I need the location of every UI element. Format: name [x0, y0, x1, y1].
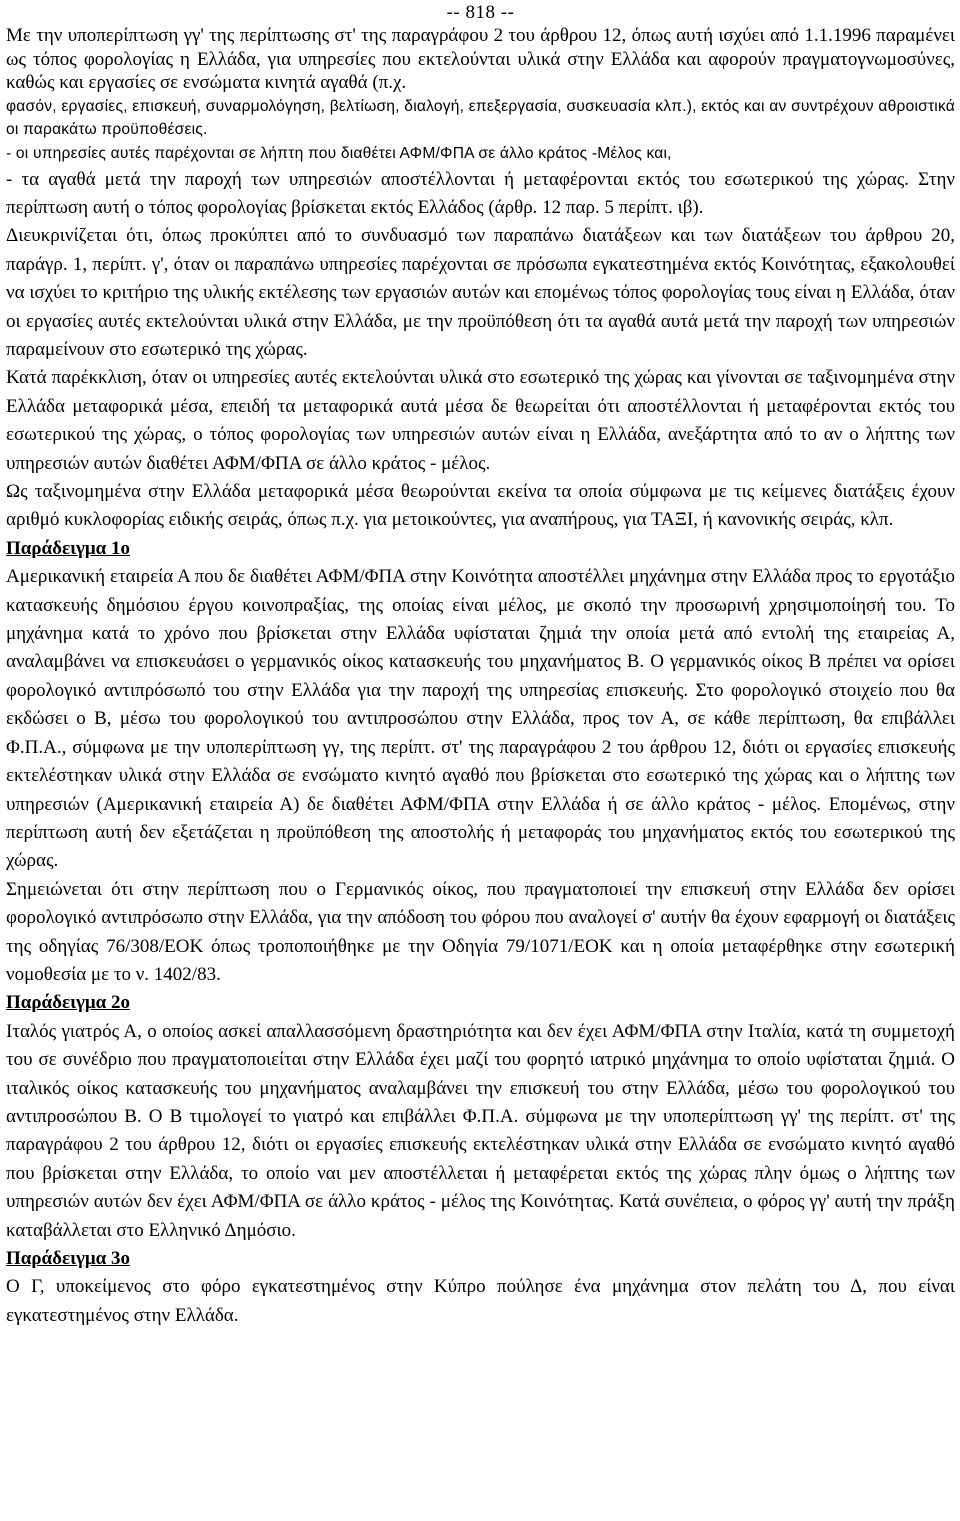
paragraph-registered-vehicles: Ως ταξινομημένα στην Ελλάδα μεταφορικά μέσα θεωρούνται εκείνα τα οποία σύμφωνα με τις κείμενες διατάξεις έχουν αριθμό κυκλοφορίας ειδικής σειράς, όπως π.χ. για μετοικούντες, για αναπήρους, για ΤΑΞΙ, ή κανονικής σειράς, κλπ. — [6, 481, 955, 531]
paragraph-goods-list: φασόν, εργασίες, επισκευή, συναρμολόγηση, βελτίωση, διαλογή, επεξεργασία, συσκευασία κλπ.), εκτός και αν συντρέχουν αθροιστικά οι παρακάτω προϋποθέσεις. — [6, 97, 955, 139]
paragraph-condition-1: - οι υπηρεσίες αυτές παρέχονται σε λήπτη που διαθέτει ΑΦΜ/ΦΠΑ σε άλλο κράτος -Μέλος και, — [6, 144, 672, 162]
page-number: -- 818 -- — [446, 2, 515, 23]
paragraph-intro: Με την υποπερίπτωση γγ' της περίπτωσης στ' της παραγράφου 2 του άρθρου 12, όπως αυτή ισχύει από 1.1.1996 παραμένει ως τόπος φορολογίας η Ελλάδα, για υπηρεσίες που εκτελούνται υλικά στην Ελλάδα και αφορούν πραγματογνωμοσύνες, καθώς και εργασίες σε ενσώματα κινητά αγαθά (π.χ. — [6, 25, 955, 94]
example-2-body: Ιταλός γιατρός Α, ο οποίος ασκεί απαλλασσόμενη δραστηριότητα και δεν έχει ΑΦΜ/ΦΠΑ στην Ιταλία, κατά τη συμμετοχή του σε συνέδριο που πραγματοποιείται στην Ελλάδα έχει μαζί του φορητό ιατρικό μηχάνημα το οποίο υφίσταται ζημιά. Ο ιταλικός οίκος κατασκευής του μηχανήματος αναλαμβάνει την επισκευή του στην Ελλάδα, μέσω του φορολογικού του αντιπροσώπου Β. Ο Β τιμολογεί το γιατρό και επιβάλλει Φ.Π.Α. σύμφωνα με την υποπερίπτωση γγ' της περίπτ. στ' της παραγράφου 2 του άρθρου 12, διότι οι εργασίες επισκευής εκτελέστηκαν υλικά στην Ελλάδα σε ενσώματο κινητό αγαθό που βρίσκεται στην Ελλάδα, το οποίο ναι μεν αποστέλλεται ή μεταφέρεται εκτός της χώρας πλην όμως ο λήπτης των υπηρεσιών αυτών δεν έχει ΑΦΜ/ΦΠΑ σε άλλο κράτος - μέλος της Κοινότητας. Κατά συνέπεια, ο φόρος γγ' αυτή την πράξη καταβάλλεται στο Ελληνικό Δημόσιο. — [6, 1020, 955, 1241]
example-3-body: Ο Γ, υποκείμενος στο φόρο εγκατεστημένος στην Κύπρο πούλησε ένα μηχάνημα στον πελάτη του Δ, που είναι εγκατεστημένος στην Ελλάδα. — [6, 1276, 955, 1326]
example-3-heading: Παράδειγμα 3ο — [6, 1248, 131, 1269]
example-1-note: Σημειώνεται ότι στην περίπτωση που ο Γερμανικός οίκος, που πραγματοποιεί την επισκευή στην Ελλάδα δεν ορίσει φορολογικό αντιπρόσωπο στην Ελλάδα, για την απόδοση του φόρου που αναλογεί σ' αυτήν θα έχουν εφαρμογή οι διατάξεις της οδηγίας 76/308/ΕΟΚ όπως τροποποιήθηκε με την Οδηγία 79/1071/ΕΟΚ και η οποία μεταφέρθηκε στην εσωτερική νομοθεσία με το ν. 1402/83. — [6, 878, 955, 985]
example-2-heading: Παράδειγμα 2ο — [6, 992, 131, 1014]
paragraph-condition-2: - τα αγαθά μετά την παροχή των υπηρεσιών αποστέλλονται ή μεταφέρονται εκτός του εσωτερικού της χώρας. Στην περίπτωση αυτή ο τόπος φορολογίας βρίσκεται εκτός Ελλάδος (άρθρ. 12 παρ. 5 περίπτ. ιβ). — [6, 168, 955, 218]
paragraph-exception: Κατά παρέκκλιση, όταν οι υπηρεσίες αυτές εκτελούνται υλικά στο εσωτερικό της χώρας και γίνονται σε ταξινομημένα στην Ελλάδα μεταφορικά μέσα, επειδή τα μεταφορικά αυτά μέσα δε θεωρείται ότι αποστέλλονται ή μεταφέρονται εκτός του εσωτερικού της χώρας, ο τόπος φορολογίας των υπηρεσιών αυτών είναι η Ελλάδα, ανεξάρτητα από το αν ο λήπτης των υπηρεσιών αυτών διαθέτει ΑΦΜ/ΦΠΑ σε άλλο κράτος - μέλος. — [6, 367, 955, 474]
example-1-heading: Παράδειγμα 1ο — [6, 537, 131, 559]
paragraph-clarification: Διευκρινίζεται ότι, όπως προκύπτει από το συνδυασμό των παραπάνω διατάξεων και των διατάξεων του άρθρου 20, παράγρ. 1, περίπτ. γ', όταν οι παραπάνω υπηρεσίες παρέχονται σε πρόσωπα εγκατεστημένα εκτός Κοινότητας, εξακολουθεί να ισχύει το κριτήριο της υλικής εκτέλεσης των εργασιών αυτών και επομένως τόπος φορολογίας τους είναι η Ελλάδα, όταν οι εργασίες αυτές εκτελούνται υλικά στην Ελλάδα, με την προϋπόθεση ότι τα αγαθά αυτά μετά την παροχή των υπηρεσιών παραμείνουν στο εσωτερικό της χώρας. — [6, 225, 955, 360]
example-1-body: Αμερικανική εταιρεία Α που δε διαθέτει ΑΦΜ/ΦΠΑ στην Κοινότητα αποστέλλει μηχάνημα στην Ελλάδα προς το εργοτάξιο κατασκευής δημόσιου έργου κοινοπραξίας, της οποίας είναι μέλος, με σκοπό την προσωρινή χρησιμοποίησή του. Το μηχάνημα κατά το χρόνο που βρίσκεται στην Ελλάδα υφίσταται ζημιά την οποία μετά από εντολή της εταιρείας Α, αναλαμβάνει να επισκευάσει ο γερμανικός οίκος κατασκευής του μηχανήματος Β. Ο γερμανικός οίκος Β πρέπει να ορίσει φορολογικό αντιπρόσωπό του στην Ελλάδα για την παροχή της υπηρεσίας επισκευής. Στο φορολογικό στοιχείο που θα εκδώσει ο Β, μέσω του φορολογικού του αντιπροσώπου στην Ελλάδα, προς τον Α, σε κάθε περίπτωση, θα επιβάλλει Φ.Π.Α., σύμφωνα με την υποπερίπτωση γγ, της περίπτ. στ' της παραγράφου 2 του άρθρου 12, διότι οι εργασίες επισκευής εκτελέστηκαν υλικά στην Ελλάδα σε ενσώματο κινητό αγαθό που βρίσκεται στο εσωτερικό της χώρας και ο λήπτης των υπηρεσιών (Αμερικανική εταιρεία Α) δε διαθέτει ΑΦΜ/ΦΠΑ στην Ελλάδα ή σε άλλο κράτος - μέλος. Επομένως, στην περίπτωση αυτή δεν εξετάζεται η προϋπόθεση της αποστολής ή μεταφοράς του μηχανήματος εκτός του εσωτερικού της χώρας. — [6, 566, 955, 872]
